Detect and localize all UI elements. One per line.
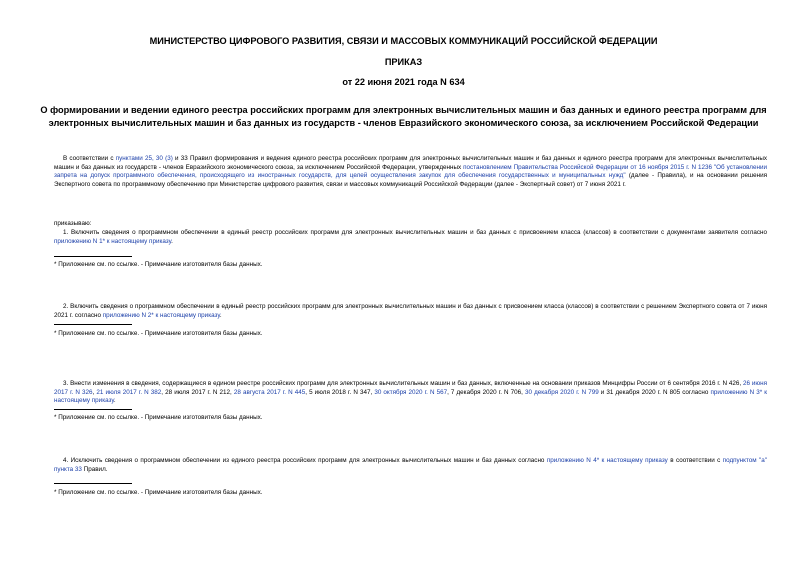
item-text: . — [171, 237, 173, 245]
footnote — [54, 489, 263, 497]
document-title — [40, 104, 767, 130]
preamble-text: В соответствии с — [63, 155, 116, 162]
item-text: . — [113, 397, 116, 405]
link-appendix-4[interactable]: приложению N 4* к настоящему приказу — [546, 457, 668, 464]
preamble-paragraph — [54, 155, 767, 190]
item-text: 2. Включить сведения о программном обеспечении в единый реестр российских программ для электронных вычислительных машин и баз данных с присвоением класса (классов) в соответствии с решением Экспертного совета от 7 июня 2021 г. согласно — [54, 303, 767, 319]
footnote-text: * Приложение см. по ссылке. - Примечание изготовителя базы данных. — [54, 414, 263, 421]
order-item-2 — [54, 303, 767, 320]
item-text: 3. Внести изменения в сведения, содержащиеся в едином реестре российских программ для электронных вычислительных машин и баз данных, включенные на основании приказов Минцифры России от 6 сентября 2016 г. N 426, — [63, 380, 743, 387]
link-order-326[interactable]: 26 июня 2017 г. N 326 — [54, 380, 767, 396]
footnote — [54, 414, 263, 422]
item-text: , 5 июля 2018 г. N 347, — [305, 388, 375, 396]
footnote-divider — [54, 409, 132, 410]
order-item-1 — [54, 229, 767, 246]
footnote — [54, 330, 263, 338]
link-subpoint-a-point-33[interactable]: подпунктом "а" пункта 33 — [54, 457, 767, 473]
footnote-divider — [54, 256, 132, 257]
item-text: 4. Исключить сведения о программном обеспечении из единого реестра российских программ для электронных вычислительных машин и баз данных согласно — [63, 457, 547, 464]
footnote — [54, 261, 263, 269]
item-text: в соответствии с — [667, 457, 723, 464]
footnote-text: * Приложение см. по ссылке. - Примечание изготовителя базы данных. — [54, 489, 263, 496]
link-government-resolution-1236[interactable]: постановлением Правительства Российской Федерации от 16 ноября 2015 г. N 1236 "Об установлении запрета на допуск программного обеспечения, происходящего из иностранных государств, для целей осуществления закупок для обеспечения государственных и муниципальных нужд" — [54, 163, 767, 180]
preamble-text: (далее - Правила), и на основании решения Экспертного совета по программному обеспечению при Министерстве цифрового развития, связи и массовых коммуникаций Российской Федерации (далее - Экспертный совет) от 7 июня 2021 г. — [54, 172, 768, 189]
link-points-25-30-3[interactable]: пунктами 25, 30 (3) — [115, 155, 173, 162]
item-text: Правил. — [81, 465, 108, 473]
preamble-text: и 33 Правил формирования и ведения единого реестра российских программ для электронных вычислительных машин и баз данных и единого реестра программ для электронных вычислительных машин и баз данных из государств - членов Евразийского экономического союза, за исключением Российской Федерации, утвержденных — [54, 155, 767, 171]
link-appendix-2[interactable]: приложению N 2* к настоящему приказу — [102, 311, 220, 319]
link-order-382[interactable]: 21 июля 2017 г. N 382 — [96, 388, 162, 396]
link-order-567[interactable]: 30 октября 2020 г. N 567 — [374, 388, 448, 396]
order-word: приказываю: — [54, 220, 92, 227]
link-order-799[interactable]: 30 декабря 2020 г. N 799 — [525, 388, 599, 396]
footnote-divider — [54, 483, 132, 484]
title-line-2: электронных вычислительных машин и баз данных из государств - членов Евразийского экономического союза, за исключением Российской Федерации — [48, 118, 759, 128]
order-item-3 — [54, 380, 767, 406]
item-text: , 7 декабря 2020 г. N 706, — [447, 388, 525, 396]
footnote-text: * Приложение см. по ссылке. - Примечание изготовителя базы данных. — [54, 261, 263, 268]
title-line-1: О формировании и ведении единого реестра российских программ для электронных вычислительных машин и баз данных и единого реестра программ для — [40, 105, 767, 115]
link-appendix-3[interactable]: приложению N 3* к настоящему приказу — [54, 388, 767, 405]
item-text: , — [92, 388, 97, 396]
document-date: от 22 июня 2021 года N 634 — [342, 77, 465, 87]
item-text: 1. Включить сведения о программном обеспечении в единый реестр российских программ для электронных вычислительных машин и баз данных с присвоением класса (классов) в соответствии с документами заявителя согласно — [63, 229, 767, 236]
footnote-text: * Приложение см. по ссылке. - Примечание изготовителя базы данных. — [54, 330, 263, 337]
footnote-divider — [54, 324, 132, 325]
link-order-445[interactable]: 28 августа 2017 г. N 445 — [233, 388, 306, 396]
item-text: . — [219, 311, 222, 319]
link-appendix-1[interactable]: приложению N 1* к настоящему приказу — [54, 237, 172, 245]
document-type: ПРИКАЗ — [384, 57, 423, 67]
item-text: , 28 июля 2017 г. N 212, — [161, 388, 234, 396]
ministry-heading: МИНИСТЕРСТВО ЦИФРОВОГО РАЗВИТИЯ, СВЯЗИ И МАССОВЫХ КОММУНИКАЦИЙ РОССИЙСКОЙ ФЕДЕРАЦИИ — [149, 36, 658, 46]
order-item-4 — [54, 457, 767, 474]
item-text: и 31 декабря 2020 г. N 805 согласно — [598, 388, 711, 396]
